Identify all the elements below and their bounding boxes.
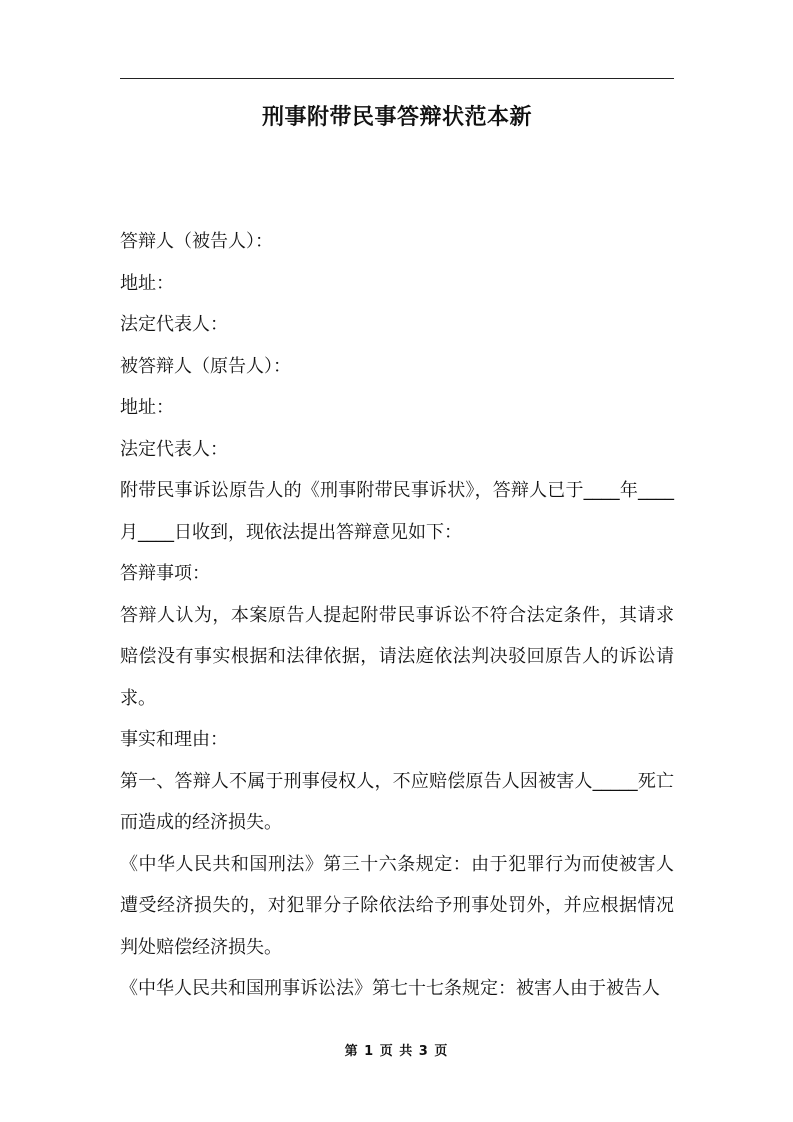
plaintiff-address-line: 地址：	[120, 397, 174, 418]
page-number: 第 1 页 共 3 页	[344, 1044, 449, 1059]
respondent-address-line: 地址：	[120, 272, 174, 294]
document-body	[120, 221, 674, 1010]
first-point-paragraph: 第一、答辩人不属于刑事侵权人，不应赔偿原告人因被害人_____死亡而造成的经济损失。	[120, 770, 674, 833]
defense-items-heading: 答辩事项：	[120, 563, 210, 584]
criminal-law-article-paragraph: 《中华人民共和国刑法》第三十六条规定：由于犯罪行为而使被害人遭受经济损失的，对犯罪分子除依法给予刑事处罚外，并应根据情况判处赔偿经济损失。	[120, 853, 674, 958]
header-rule	[120, 78, 674, 79]
receipt-paragraph: 附带民事诉讼原告人的《刑事附带民事诉状》，答辩人已于____年____月____日收到，现依法提出答辩意见如下：	[120, 480, 674, 543]
plaintiff-legal-rep-line: 法定代表人：	[120, 438, 228, 460]
respondent-legal-rep-line: 法定代表人：	[120, 314, 228, 335]
plaintiff-line: 被答辩人（原告人）：	[120, 355, 291, 377]
criminal-procedure-article-paragraph: 《中华人民共和国刑事诉讼法》第七十七条规定：被害人由于被告人	[120, 978, 660, 999]
document-title: 刑事附带民事答辩状范本新	[261, 105, 532, 130]
respondent-line: 答辩人（被告人）：	[120, 231, 273, 252]
facts-reasons-heading: 事实和理由：	[120, 729, 228, 750]
defense-items-paragraph: 答辩人认为，本案原告人提起附带民事诉讼不符合法定条件，其请求赔偿没有事实根据和法律依据，请法庭依法判决驳回原告人的诉讼请求。	[120, 604, 674, 709]
